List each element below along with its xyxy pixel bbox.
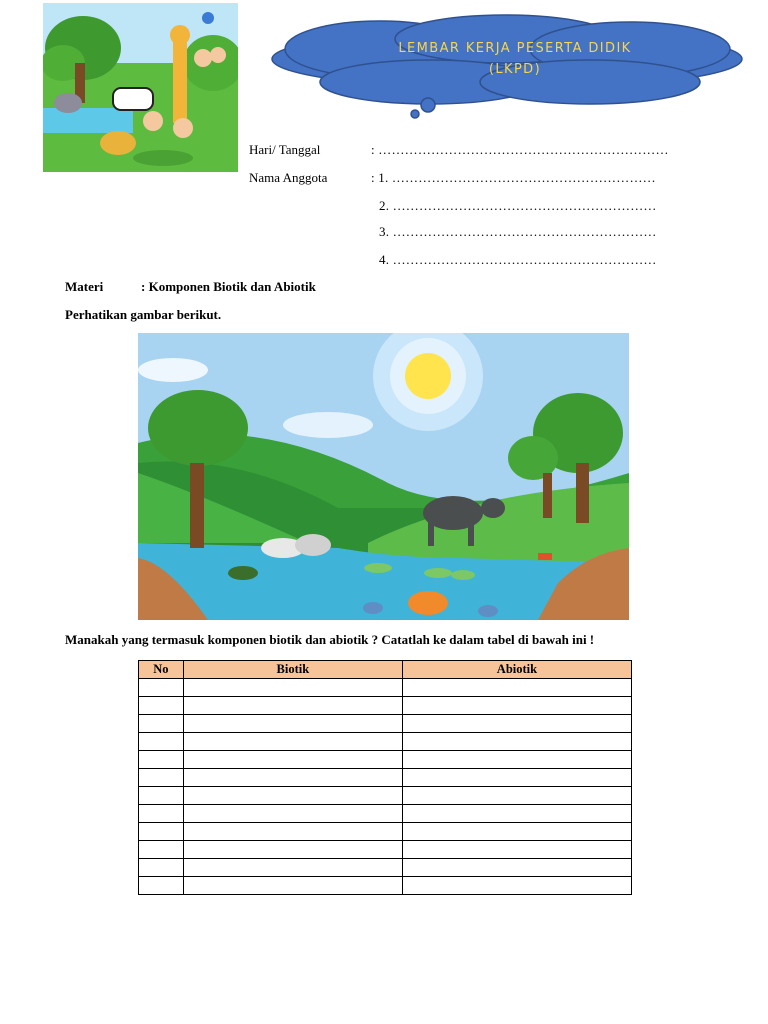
ecosystem-illustration (138, 333, 629, 620)
abiotik-cell[interactable] (402, 787, 631, 805)
biotik-cell[interactable] (183, 859, 402, 877)
no-cell[interactable] (139, 733, 184, 751)
biotik-cell[interactable] (183, 769, 402, 787)
title-line-2: (LKPD) (488, 62, 542, 77)
no-cell[interactable] (139, 859, 184, 877)
table-row (139, 679, 632, 697)
no-cell[interactable] (139, 751, 184, 769)
abiotik-cell[interactable] (402, 697, 631, 715)
abiotik-cell[interactable] (402, 679, 631, 697)
no-cell[interactable] (139, 715, 184, 733)
header-abiotik: Abiotik (402, 661, 631, 679)
date-field[interactable]: : ………………………………………………………… (371, 142, 669, 157)
table-row (139, 859, 632, 877)
biotik-cell[interactable] (183, 733, 402, 751)
abiotik-cell[interactable] (402, 715, 631, 733)
header-biotik: Biotik (183, 661, 402, 679)
no-cell[interactable] (139, 769, 184, 787)
biotik-cell[interactable] (183, 751, 402, 769)
biotik-cell[interactable] (183, 787, 402, 805)
no-cell[interactable] (139, 823, 184, 841)
no-cell[interactable] (139, 697, 184, 715)
table-row (139, 841, 632, 859)
date-label: Hari/ Tanggal (249, 142, 321, 157)
abiotik-cell[interactable] (402, 859, 631, 877)
table-row (139, 787, 632, 805)
table-row (139, 769, 632, 787)
table-row (139, 823, 632, 841)
table-row (139, 751, 632, 769)
biotik-cell[interactable] (183, 679, 402, 697)
member-3-field[interactable]: 3. …………………………………………………… (379, 224, 657, 239)
table-row (139, 877, 632, 895)
member-4-field[interactable]: 4. …………………………………………………… (379, 252, 657, 267)
title-line-1: LEMBAR KERJA PESERTA DIDIK (398, 41, 632, 56)
no-cell[interactable] (139, 841, 184, 859)
member-2-field[interactable]: 2. …………………………………………………… (379, 198, 657, 213)
members-label: Nama Anggota (249, 170, 328, 185)
question-text: Manakah yang termasuk komponen biotik dan abiotik ? Catatlah ke dalam tabel di bawah ini ! (65, 632, 595, 647)
table-header-row (139, 661, 632, 679)
biotik-cell[interactable] (183, 805, 402, 823)
no-cell[interactable] (139, 805, 184, 823)
table-row (139, 733, 632, 751)
worksheet-title (315, 38, 715, 80)
answer-table (138, 660, 632, 895)
abiotik-cell[interactable] (402, 877, 631, 895)
no-cell[interactable] (139, 877, 184, 895)
abiotik-cell[interactable] (402, 769, 631, 787)
biotik-cell[interactable] (183, 877, 402, 895)
biotik-cell[interactable] (183, 715, 402, 733)
cover-illustration (43, 3, 238, 172)
abiotik-cell[interactable] (402, 841, 631, 859)
no-cell[interactable] (139, 679, 184, 697)
material-value: : Komponen Biotik dan Abiotik (141, 279, 316, 294)
header-no: No (139, 661, 184, 679)
abiotik-cell[interactable] (402, 805, 631, 823)
table-row (139, 715, 632, 733)
biotik-cell[interactable] (183, 697, 402, 715)
no-cell[interactable] (139, 787, 184, 805)
member-1-field[interactable]: : 1. …………………………………………………… (371, 170, 656, 185)
abiotik-cell[interactable] (402, 751, 631, 769)
table-row (139, 697, 632, 715)
biotik-cell[interactable] (183, 841, 402, 859)
table-row (139, 805, 632, 823)
abiotik-cell[interactable] (402, 823, 631, 841)
instruction-text: Perhatikan gambar berikut. (65, 307, 222, 322)
abiotik-cell[interactable] (402, 733, 631, 751)
biotik-cell[interactable] (183, 823, 402, 841)
sun-icon (405, 353, 451, 399)
material-label: Materi (65, 279, 104, 294)
